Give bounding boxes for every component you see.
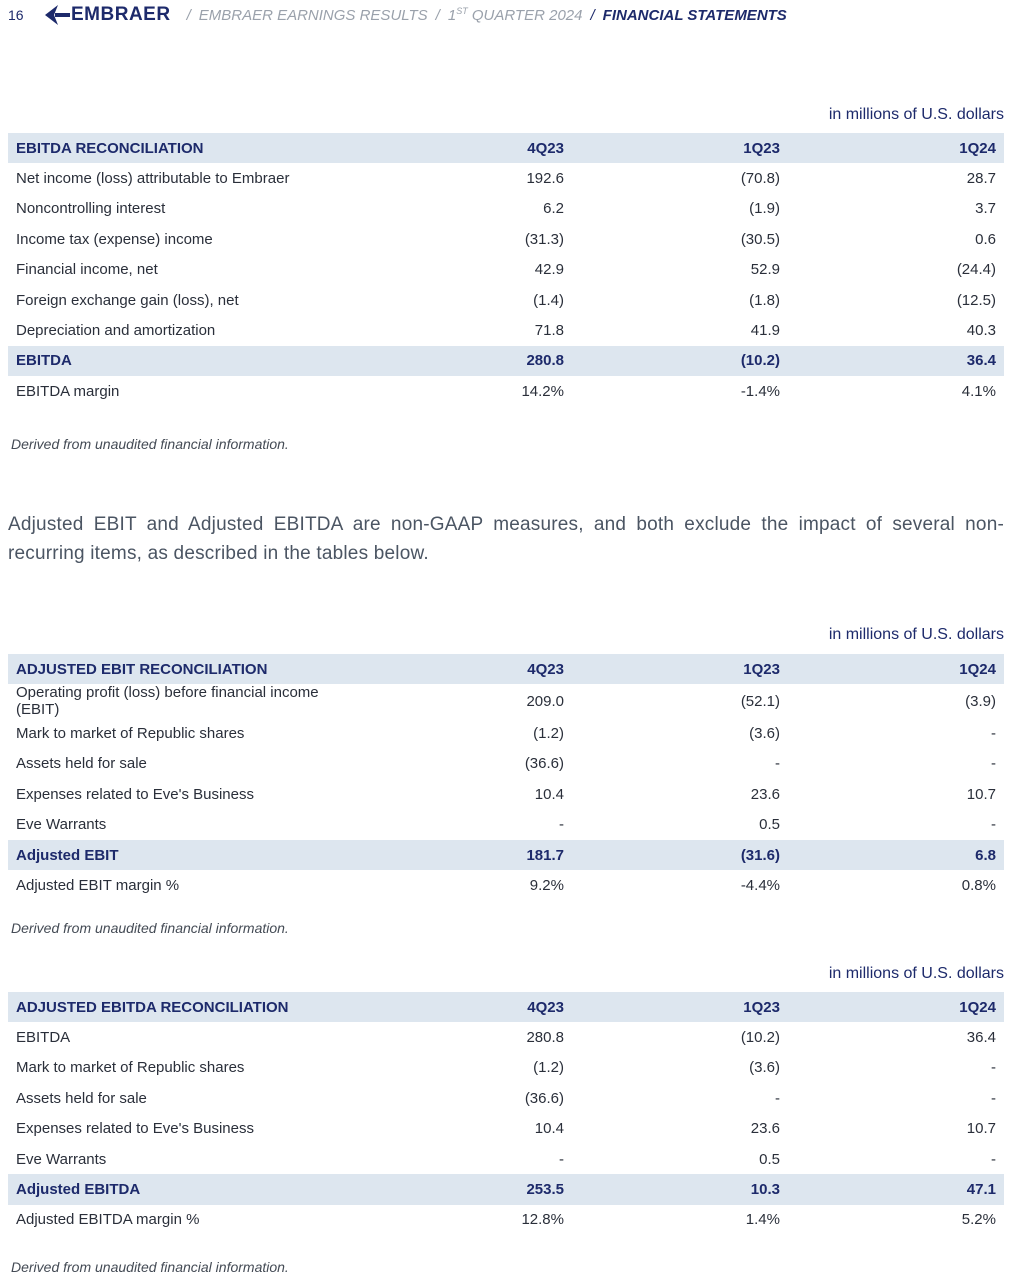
header-report-title: EMBRAER EARNINGS RESULTS [198,6,428,24]
row-label: Foreign exchange gain (loss), net [16,291,239,309]
row-label: Adjusted EBIT [8,840,356,870]
column-header: 4Q23 [356,654,572,684]
cell-value: (70.8) [740,170,780,188]
cell-value: (10.2) [572,346,788,376]
header-separator: / [590,6,595,24]
cell-value: (30.5) [740,230,780,248]
row-label: Adjusted EBITDA margin % [16,1211,200,1229]
cell-value: (3.6) [749,725,780,743]
row-label: Mark to market of Republic shares [16,1059,245,1077]
footnote: Derived from unaudited financial information. [11,436,289,452]
units-label: in millions of U.S. dollars [828,106,1004,123]
cell-value: - [991,1150,996,1168]
table-row [8,1022,1004,1052]
table-total-row [8,1174,1004,1204]
table-title: ADJUSTED EBIT RECONCILIATION [8,654,356,684]
table-header-row [8,654,1004,684]
table-title: ADJUSTED EBITDA RECONCILIATION [8,992,356,1022]
table-row [8,870,1004,900]
adjusted-ebit-reconciliation-table [8,654,1004,901]
cell-value: -4.4% [740,877,780,895]
column-header: 1Q23 [572,654,788,684]
table-row [8,285,1004,315]
header-active-section: FINANCIAL STATEMENTS [602,6,787,24]
table-row [8,315,1004,345]
cell-value: 0.6 [975,230,996,248]
cell-value: 0.5 [759,816,780,834]
cell-value: 209.0 [526,692,564,710]
cell-value: 0.5 [759,1150,780,1168]
row-label: Expenses related to Eve's Business [16,1120,254,1138]
table-row [8,779,1004,809]
cell-value: 23.6 [750,1120,780,1138]
cell-value: 9.2% [529,877,564,895]
row-label: Noncontrolling interest [16,200,166,218]
column-header: 1Q23 [572,133,788,163]
cell-value: 1.4% [745,1211,780,1229]
cell-value: (1.9) [749,200,780,218]
table-row [8,1144,1004,1174]
table-row [8,1053,1004,1083]
column-header: 1Q24 [788,654,1004,684]
table-total-row [8,840,1004,870]
table-title: EBITDA RECONCILIATION [8,133,356,163]
table-row [8,718,1004,748]
header-separator: / [435,6,440,24]
row-label: EBITDA [16,1029,71,1047]
cell-value: (1.2) [533,725,564,743]
row-label: Expenses related to Eve's Business [16,785,254,803]
page-header [8,2,787,28]
table-row [8,749,1004,779]
row-label: Adjusted EBIT margin % [16,877,180,895]
footnote: Derived from unaudited financial information. [11,1259,289,1275]
cell-value: (24.4) [956,261,996,279]
cell-value: (1.2) [533,1059,564,1077]
column-header: 1Q24 [788,992,1004,1022]
cell-value: 4.1% [961,382,996,400]
row-label: Financial income, net [16,261,158,279]
cell-value: 10.7 [966,1120,996,1138]
cell-value: 36.4 [966,1029,996,1047]
cell-value: 52.9 [750,261,780,279]
cell-value: (31.3) [524,230,564,248]
table-row [8,1205,1004,1235]
row-label: EBITDA margin [16,382,120,400]
row-label: Mark to market of Republic shares [16,725,245,743]
cell-value: 280.8 [526,1029,564,1047]
row-label: Eve Warrants [16,1150,107,1168]
row-label: Assets held for sale [16,755,147,773]
table-row [8,224,1004,254]
logo-wordmark: EMBRAER [71,4,171,25]
row-label: Net income (loss) attributable to Embraer [16,170,290,188]
row-label: Assets held for sale [16,1089,147,1107]
table-row [8,1083,1004,1113]
cell-value: 41.9 [750,322,780,340]
embraer-arrow-icon [44,4,70,26]
embraer-logo [44,4,171,26]
cell-value: 10.4 [534,1120,564,1138]
table-row [8,163,1004,193]
cell-value: 10.3 [572,1174,788,1204]
cell-value: 71.8 [534,322,564,340]
cell-value: (1.8) [749,291,780,309]
cell-value: 192.6 [526,170,564,188]
cell-value: - [559,816,564,834]
row-label: Income tax (expense) income [16,230,213,248]
cell-value: 14.2% [521,382,564,400]
cell-value: 47.1 [788,1174,1004,1204]
row-label: Depreciation and amortization [16,322,216,340]
cell-value: 253.5 [356,1174,572,1204]
cell-value: 36.4 [788,346,1004,376]
units-label: in millions of U.S. dollars [828,965,1004,982]
column-header: 4Q23 [356,992,572,1022]
column-header: 1Q23 [572,992,788,1022]
table-header-row [8,133,1004,163]
row-label: EBITDA [8,346,356,376]
units-label: in millions of U.S. dollars [828,626,1004,643]
cell-value: (36.6) [524,755,564,773]
cell-value: 6.2 [543,200,564,218]
cell-value: - [991,755,996,773]
cell-value: - [991,725,996,743]
table-row [8,194,1004,224]
page-number: 16 [8,7,24,23]
cell-value: -1.4% [740,382,780,400]
column-header: 4Q23 [356,133,572,163]
table-row [8,376,1004,406]
cell-value: (3.9) [965,692,996,710]
cell-value: 40.3 [966,322,996,340]
cell-value: 28.7 [966,170,996,188]
table-row [8,255,1004,285]
cell-value: - [775,755,780,773]
cell-value: 10.4 [534,785,564,803]
cell-value: 0.8% [961,877,996,895]
cell-value: 23.6 [750,785,780,803]
ebitda-reconciliation-table [8,133,1004,407]
cell-value: 280.8 [356,346,572,376]
cell-value: 6.8 [788,840,1004,870]
cell-value: (10.2) [740,1029,780,1047]
adjusted-ebitda-reconciliation-table [8,992,1004,1235]
cell-value: 181.7 [356,840,572,870]
cell-value: - [991,1089,996,1107]
table-row [8,1114,1004,1144]
cell-value: - [991,1059,996,1077]
body-paragraph: Adjusted EBIT and Adjusted EBITDA are non-GAAP measures, and both exclude the impact of several non-recurring items, as described in the tables below. [8,514,1004,564]
cell-value: (52.1) [740,692,780,710]
cell-value: 42.9 [534,261,564,279]
header-separator: / [186,6,191,24]
cell-value: - [991,816,996,834]
cell-value: 3.7 [975,200,996,218]
cell-value: (3.6) [749,1059,780,1077]
cell-value: (36.6) [524,1089,564,1107]
table-total-row [8,346,1004,376]
cell-value: - [775,1089,780,1107]
row-label: Operating profit (loss) before financial income (EBIT) [16,684,319,719]
cell-value: 12.8% [521,1211,564,1229]
footnote: Derived from unaudited financial information. [11,920,289,936]
table-row [8,810,1004,840]
cell-value: - [559,1150,564,1168]
header-quarter: 1ST QUARTER 2024 [447,6,583,24]
column-header: 1Q24 [788,133,1004,163]
row-label: Adjusted EBITDA [8,1174,356,1204]
cell-value: (12.5) [956,291,996,309]
table-row [8,684,1004,718]
cell-value: 5.2% [961,1211,996,1229]
table-header-row [8,992,1004,1022]
cell-value: 10.7 [966,785,996,803]
cell-value: (1.4) [533,291,564,309]
row-label: Eve Warrants [16,816,107,834]
cell-value: (31.6) [572,840,788,870]
